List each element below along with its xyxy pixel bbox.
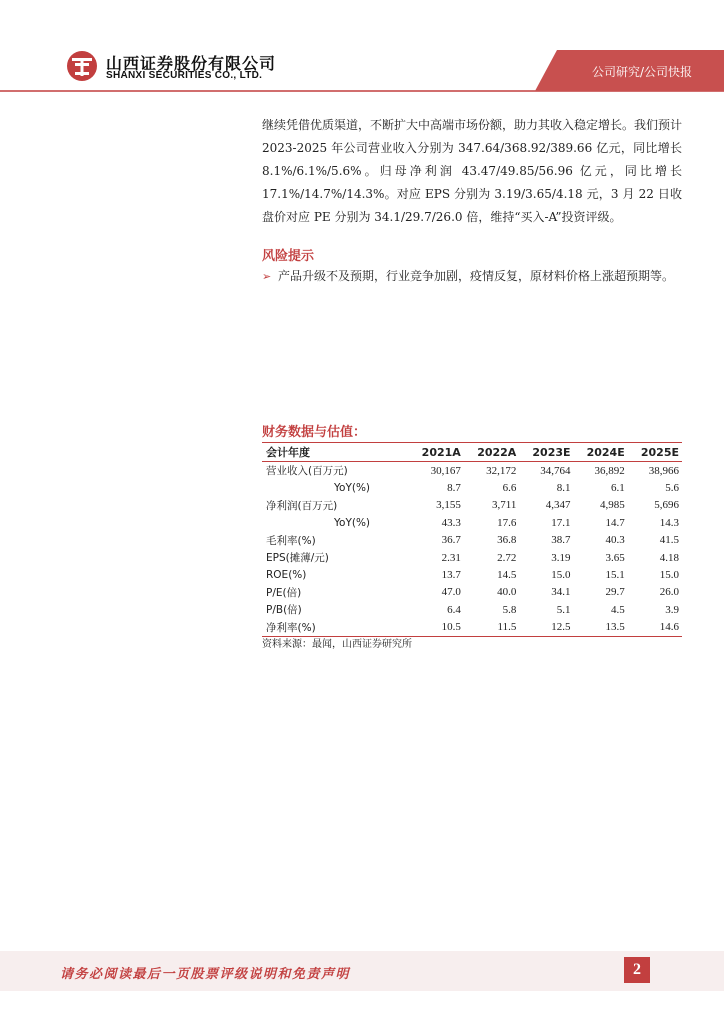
row-label: P/E(倍): [266, 586, 302, 599]
risk-item-text: 产品升级不及预期，行业竞争加剧，疫情反复，原材料价格上涨超预期等。: [278, 269, 675, 283]
table-header-row: [262, 443, 682, 462]
table-row: [262, 601, 682, 618]
table-cell: 4.18: [659, 551, 679, 564]
table-row: [262, 514, 682, 531]
table-row: [262, 584, 682, 601]
row-label: 净利润(百万元): [266, 499, 338, 512]
footer-disclaimer: 请务必阅读最后一页股票评级说明和免责声明: [60, 967, 351, 982]
table-cell: 26.0: [659, 586, 679, 599]
row-label: 毛利率(%): [266, 534, 316, 547]
table-cell: 14.6: [628, 619, 682, 637]
row-label: P/B(倍): [266, 604, 302, 617]
table-cell: 15.0: [659, 569, 679, 582]
table-cell: 36.8: [497, 534, 517, 547]
table-cell: 38.7: [551, 534, 571, 547]
table-body: [262, 462, 682, 637]
table-cell: 13.7: [441, 569, 461, 582]
table-cell: 40.3: [605, 534, 625, 547]
table-cell: 5.6: [665, 482, 679, 495]
company-logo-icon: [66, 50, 98, 82]
table-cell: 17.6: [497, 516, 517, 529]
table-cell: 29.7: [605, 586, 625, 599]
table-cell: 14.7: [605, 516, 625, 529]
table-cell: 4,985: [599, 499, 625, 512]
table-cell: 8.7: [447, 482, 461, 495]
table-cell: 2.31: [441, 551, 461, 564]
row-label: EPS(摊薄/元): [266, 552, 329, 565]
table-row: [262, 479, 682, 496]
table-cell: 36,892: [594, 464, 625, 477]
row-label: 净利率(%): [262, 619, 408, 637]
table-cell: 15.0: [551, 569, 571, 582]
row-label: 营业收入(百万元): [266, 465, 348, 478]
table-cell: 2.72: [497, 551, 517, 564]
table-cell: 4.5: [610, 603, 625, 616]
financial-table-title: 财务数据与估值：: [262, 425, 367, 440]
table-cell: 11.5: [464, 619, 520, 637]
table-cell: 6.6: [502, 482, 517, 495]
table-cell: 5.1: [556, 603, 571, 616]
table-row: [262, 619, 682, 637]
table-cell: 36.7: [441, 534, 461, 547]
table-cell: 3,155: [436, 499, 461, 512]
col-header-year: 2024E: [574, 443, 628, 462]
table-cell: 38,966: [648, 464, 679, 477]
table-row: [262, 532, 682, 549]
table-cell: 17.1: [551, 516, 571, 529]
table-cell: 5,696: [654, 499, 679, 512]
summary-paragraph: 继续凭借优质渠道，不断扩大中高端市场份额，助力其收入稳定增长。我们预计 2023-2025 年公司营业收入分别为 347.64/368.92/389.66 亿元，同比增长 8.1%/6.1%/5.6%。归母净利润 43.47/49.85/56.96 亿元，同比增长 17.1%/14.7%/14.3%。对应 EPS 分别为 3.19/3.65/4.18 元，3 月 22 日收盘价对应 PE 分别为 34.1/29.7/26.0 倍，维持“买入-A”投资评级。: [262, 118, 683, 224]
table-cell: 6.4: [447, 603, 461, 616]
table-row: [262, 549, 682, 566]
table-cell: 6.1: [610, 482, 625, 495]
table-cell: 40.0: [497, 586, 517, 599]
table-cell: 41.5: [659, 534, 679, 547]
col-header-year: 2021A: [408, 443, 464, 462]
col-header-year: 2025E: [628, 443, 682, 462]
table-cell: 12.5: [519, 619, 573, 637]
page-number: 2: [624, 957, 650, 983]
table-cell: 14.3: [659, 516, 679, 529]
table-cell: 10.5: [408, 619, 464, 637]
table-cell: 14.5: [497, 569, 517, 582]
row-label: YoY(%): [334, 482, 371, 495]
table-cell: 30,167: [430, 464, 461, 477]
risk-section-title: 风险提示: [262, 249, 315, 264]
col-header-year: 2023E: [519, 443, 573, 462]
report-type-label: 公司研究/公司快报: [591, 65, 692, 79]
risk-list-item: [262, 265, 682, 288]
table-cell: 13.5: [574, 619, 628, 637]
table-cell: 3.65: [605, 551, 625, 564]
table-cell: 8.1: [556, 482, 571, 495]
table-row: [262, 462, 682, 480]
col-header-year: 2022A: [464, 443, 520, 462]
row-label: YoY(%): [334, 516, 371, 529]
table-cell: 43.3: [441, 516, 461, 529]
page-header: [0, 0, 724, 95]
table-cell: 3.19: [551, 551, 571, 564]
data-source-note: 资料来源：最闻，山西证券研究所: [262, 639, 412, 650]
row-label: ROE(%): [266, 569, 307, 582]
table-cell: 47.0: [441, 586, 461, 599]
table-cell: 4,347: [545, 499, 571, 512]
table-row: [262, 566, 682, 583]
bullet-arrow-icon: ➢: [262, 270, 272, 283]
table-cell: 5.8: [502, 603, 517, 616]
table-cell: 34.1: [551, 586, 571, 599]
table-row: [262, 497, 682, 514]
table-cell: 3,711: [491, 499, 517, 512]
company-name-cn: 山西证券股份有限公司: [106, 54, 277, 73]
col-header-fiscal-year: 会计年度: [262, 443, 408, 462]
company-name-en: SHANXI SECURITIES CO., LTD.: [106, 70, 263, 81]
financial-table: [262, 442, 682, 637]
table-cell: 32,172: [486, 464, 517, 477]
table-cell: 3.9: [665, 603, 679, 616]
table-cell: 15.1: [605, 569, 625, 582]
table-cell: 34,764: [540, 464, 571, 477]
